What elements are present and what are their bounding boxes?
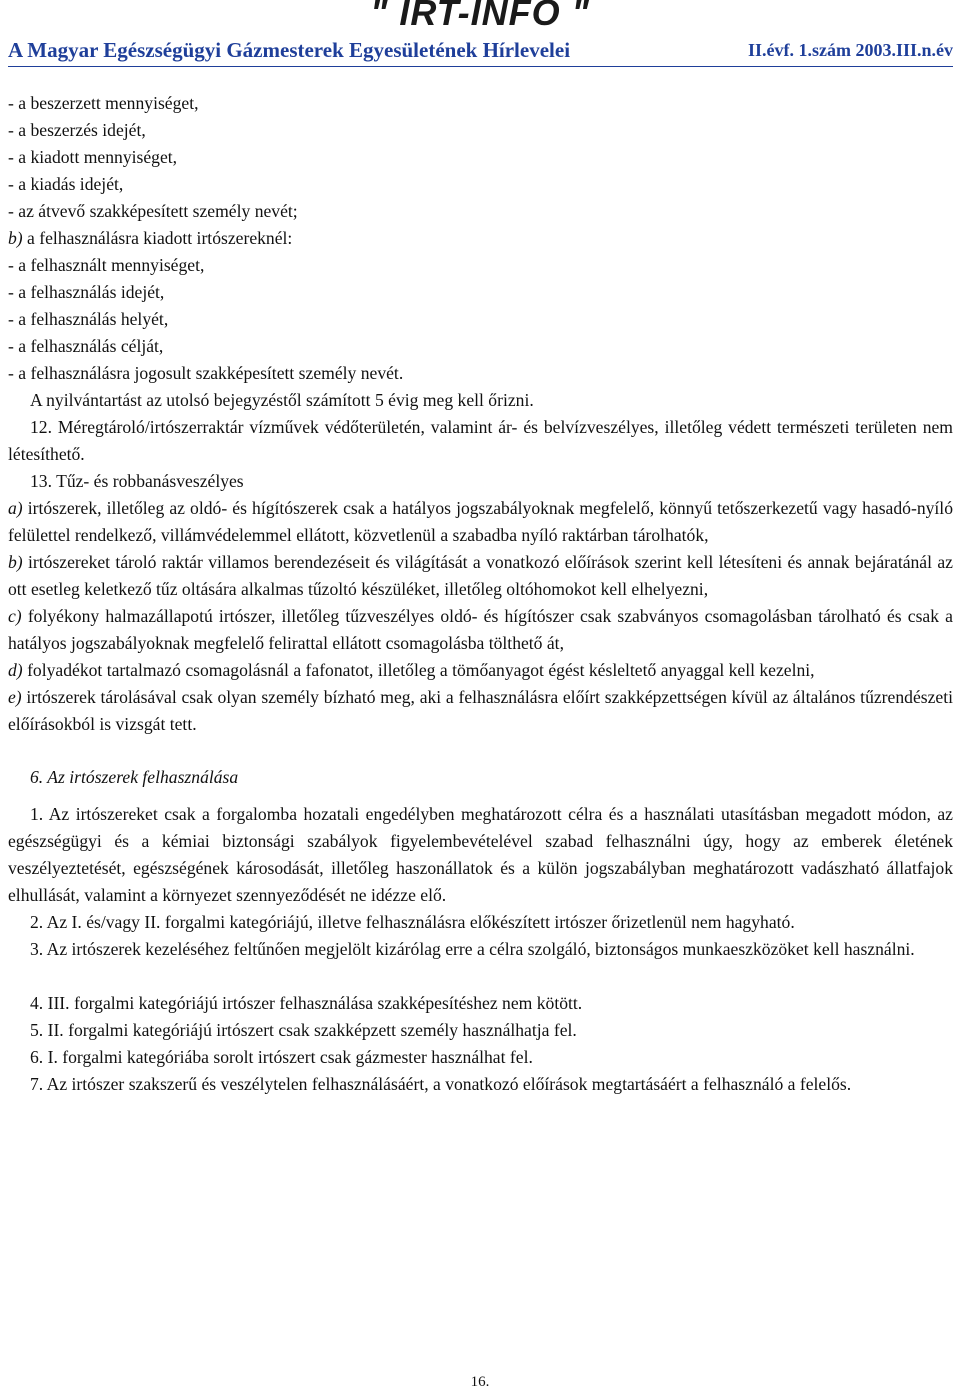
letter-text: folyékony halmazállapotú irtószer, illetőleg tűzveszélyes oldó- és hígítószer csak szabványos csomagolásban tárolható és csak a hatályos jogszabályoknak megfelelő felirattal ellátott csomagolásba tölthető át, — [8, 606, 953, 653]
section-item: 7. Az irtószer szakszerű és veszélytelen felhasználásáért, a vonatkozó előírások megtartásáért a felhasználó a felelős. — [30, 1074, 852, 1094]
letter-label: c) — [8, 606, 22, 626]
text-line: - a kiadás idejét, — [8, 174, 124, 194]
item-13: 13. Tűz- és robbanásveszélyes — [30, 471, 244, 491]
letter-text: irtószerek, illetőleg az oldó- és hígítószerek csak a hatályos jogszabályoknak megfelelő, könnyű tetőszerkezetű vagy hasadó-nyíló felülettel rendelkező, villámvédelemmel ellátott, közvetlenül a szabadba nyíló raktárban tárolhatók, — [8, 498, 953, 545]
letter-item — [8, 549, 953, 603]
text-line: - a felhasználás idejét, — [8, 282, 165, 302]
letter-text: irtószerek tárolásával csak olyan személy bízható meg, aki a felhasználásra előírt szakképzettségen kívül az általános tűzrendészeti előírásokból is vizsgát tett. — [8, 687, 953, 734]
text-line: b) a felhasználásra kiadott irtószereknél: — [8, 228, 293, 248]
section-item: 4. III. forgalmi kategóriájú irtószer felhasználása szakképesítéshez nem kötött. — [30, 993, 583, 1013]
section-heading: 6. Az irtószerek felhasználása — [30, 767, 239, 787]
section-item: 2. Az I. és/vagy II. forgalmi kategóriájú, illetve felhasználásra előkészített irtószer őrizetlenül nem hagyható. — [30, 912, 795, 932]
section-item: 5. II. forgalmi kategóriájú irtószert csak szakképzett személy használhatja fel. — [30, 1020, 577, 1040]
letter-text: irtószereket tároló raktár villamos berendezéseit és világítását a vonatkozó előírások szerint kell létesíteni és annak bejáratánál az ott esetleg keletkező tűz oltására alkalmas tűzoltó készüléket, illetőleg oltóhomokot kell elhelyezni, — [8, 552, 953, 599]
letter-item — [8, 684, 953, 738]
document-body — [8, 90, 953, 1098]
text-line: - a felhasználás célját, — [8, 336, 164, 356]
text-line: - az átvevő szakképesített személy nevét; — [8, 201, 298, 221]
section-item: 6. I. forgalmi kategóriába sorolt irtószert csak gázmester használhat fel. — [30, 1047, 533, 1067]
page-number: 16. — [470, 1374, 490, 1390]
section-item: 3. Az irtószerek kezeléséhez feltűnően megjelölt kizárólag erre a célra szolgáló, biztonságos munkaeszközöket kell használni. — [30, 939, 915, 959]
publication-subtitle: A Magyar Egészségügyi Gázmesterek Egyesületének Hírlevelei — [8, 38, 571, 62]
letter-label: d) — [8, 660, 23, 680]
text-line: - a felhasználás helyét, — [8, 309, 169, 329]
letter-item — [8, 495, 953, 549]
issue-info: II.évf. 1.szám 2003.III.n.év — [748, 40, 953, 60]
letter-label: e) — [8, 687, 22, 707]
letter-item — [8, 603, 953, 657]
header-divider — [8, 66, 953, 67]
letter-label: b) — [8, 552, 23, 572]
text-line: A nyilvántartást az utolsó bejegyzéstől számított 5 évig meg kell őrizni. — [30, 390, 534, 410]
text-line: - a felhasználásra jogosult szakképesített személy nevét. — [8, 363, 404, 383]
text-line: - a felhasznált mennyiséget, — [8, 255, 205, 275]
letter-item — [8, 657, 953, 684]
item-12: 12. Méregtároló/irtószerraktár vízművek védőterületén, valamint ár- és belvízveszélyes, illetőleg védett természeti területen nem létesíthető. — [8, 417, 953, 464]
letter-label: a) — [8, 498, 23, 518]
masthead-title: " IRT-INFO " — [370, 0, 590, 33]
text-line: - a kiadott mennyiséget, — [8, 147, 178, 167]
section-item: 1. Az irtószereket csak a forgalomba hozatali engedélyben meghatározott célra és a használati utasításban megadott módon, az egészségügyi és a kémiai biztonsági szabályok figyelembevételével szabad felhasználni úgy, hogy az emberek életének veszélyeztetését, egészségének károsodását, illetőleg haszonállatok és a külön jogszabályban meghatározott vadászható állatfajok elhullását, valamint a környezet szennyeződését ne idézze elő. — [8, 804, 953, 905]
letter-text: folyadékot tartalmazó csomagolásnál a fafonatot, illetőleg a tömőanyagot égést késleltető anyaggal kell kezelni, — [27, 660, 815, 680]
text-line: - a beszerzett mennyiséget, — [8, 93, 199, 113]
text-line: - a beszerzés idejét, — [8, 120, 146, 140]
